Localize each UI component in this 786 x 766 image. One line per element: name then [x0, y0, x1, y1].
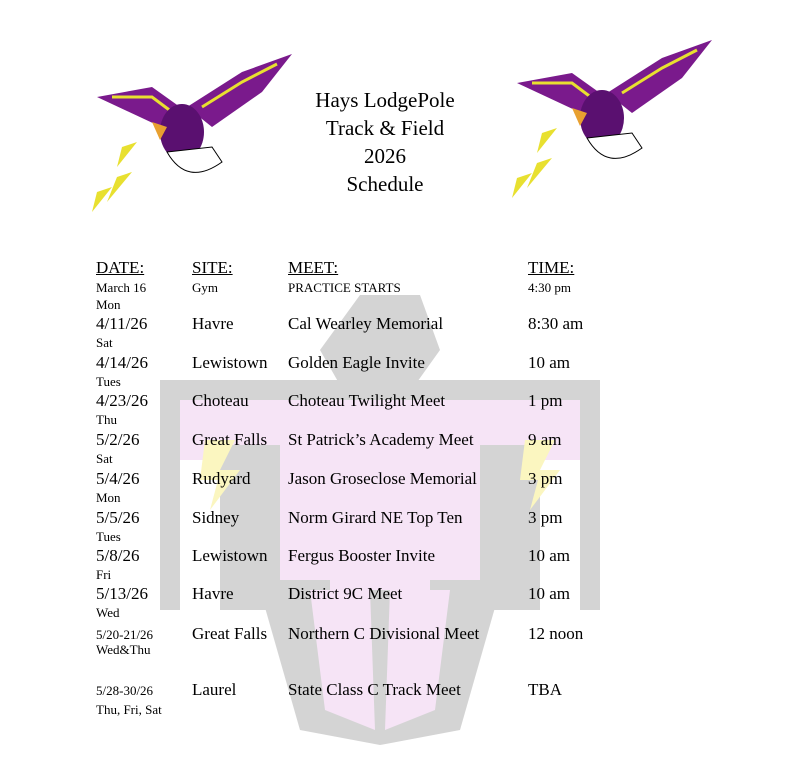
- row-time: TBA: [528, 680, 562, 699]
- row-day: Sat: [96, 335, 113, 350]
- row-meet: Norm Girard NE Top Ten: [288, 508, 463, 527]
- thunderbird-eagle-left-icon: [92, 52, 297, 217]
- row-date: 4/14/26: [96, 353, 148, 372]
- row-date: 4/11/26: [96, 314, 148, 333]
- title-line: Track & Field: [325, 116, 445, 140]
- document-title: [270, 86, 500, 198]
- row-date: March 16: [96, 280, 147, 295]
- row-day: Thu, Fri, Sat: [96, 702, 162, 717]
- header-time: TIME:: [528, 258, 575, 277]
- row-meet: Golden Eagle Invite: [288, 353, 425, 372]
- row-meet: Cal Wearley Memorial: [288, 314, 444, 333]
- row-day: Sat: [96, 451, 113, 466]
- row-date: 4/23/26: [96, 391, 148, 410]
- row-site: Rudyard: [192, 469, 251, 488]
- row-meet: Fergus Booster Invite: [288, 546, 436, 565]
- row-date: 5/28-30/26: [96, 683, 154, 698]
- row-site: Sidney: [192, 508, 240, 527]
- row-time: 10 am: [528, 353, 571, 372]
- header-date: DATE:: [96, 258, 145, 277]
- row-meet: PRACTICE STARTS: [288, 280, 401, 295]
- row-time: 3 pm: [528, 508, 563, 527]
- row-time: 8:30 am: [528, 314, 584, 333]
- row-meet: District 9C Meet: [288, 584, 403, 603]
- row-day: Wed: [96, 605, 120, 620]
- row-time: 3 pm: [528, 469, 563, 488]
- row-date: 5/8/26: [96, 546, 140, 565]
- thunderbird-eagle-right-icon: [512, 38, 717, 203]
- row-site: Great Falls: [192, 430, 268, 449]
- title-line: Hays LodgePole: [315, 88, 455, 112]
- row-meet: Choteau Twilight Meet: [288, 391, 446, 410]
- row-site: Gym: [192, 280, 218, 295]
- row-time: 1 pm: [528, 391, 563, 410]
- row-meet: St Patrick’s Academy Meet: [288, 430, 474, 449]
- row-site: Havre: [192, 314, 234, 333]
- row-site: Havre: [192, 584, 234, 603]
- row-meet: Northern C Divisional Meet: [288, 624, 480, 643]
- row-day: Mon: [96, 490, 121, 505]
- row-day: Tues: [96, 529, 121, 544]
- row-day: Mon: [96, 297, 121, 312]
- row-day: Thu: [96, 412, 117, 427]
- row-day: Wed&Thu: [96, 642, 151, 657]
- row-date: 5/4/26: [96, 469, 140, 488]
- row-site: Laurel: [192, 680, 237, 699]
- row-site: Lewistown: [192, 353, 268, 372]
- row-date: 5/13/26: [96, 584, 148, 603]
- title-line: Schedule: [346, 172, 424, 196]
- row-time: 10 am: [528, 584, 571, 603]
- row-meet: Jason Groseclose Memorial: [288, 469, 477, 488]
- row-site: Great Falls: [192, 624, 268, 643]
- row-time: 10 am: [528, 546, 571, 565]
- row-site: Choteau: [192, 391, 249, 410]
- header-meet: MEET:: [288, 258, 339, 277]
- row-site: Lewistown: [192, 546, 268, 565]
- row-date: 5/2/26: [96, 430, 140, 449]
- row-meet: State Class C Track Meet: [288, 680, 461, 699]
- row-time: 12 noon: [528, 624, 584, 643]
- row-day: Fri: [96, 567, 112, 582]
- header-site: SITE:: [192, 258, 233, 277]
- row-time: 9 am: [528, 430, 562, 449]
- row-date: 5/20-21/26: [96, 627, 154, 642]
- row-day: Tues: [96, 374, 121, 389]
- row-time: 4:30 pm: [528, 280, 571, 295]
- row-date: 5/5/26: [96, 508, 140, 527]
- title-line: 2026: [364, 144, 406, 168]
